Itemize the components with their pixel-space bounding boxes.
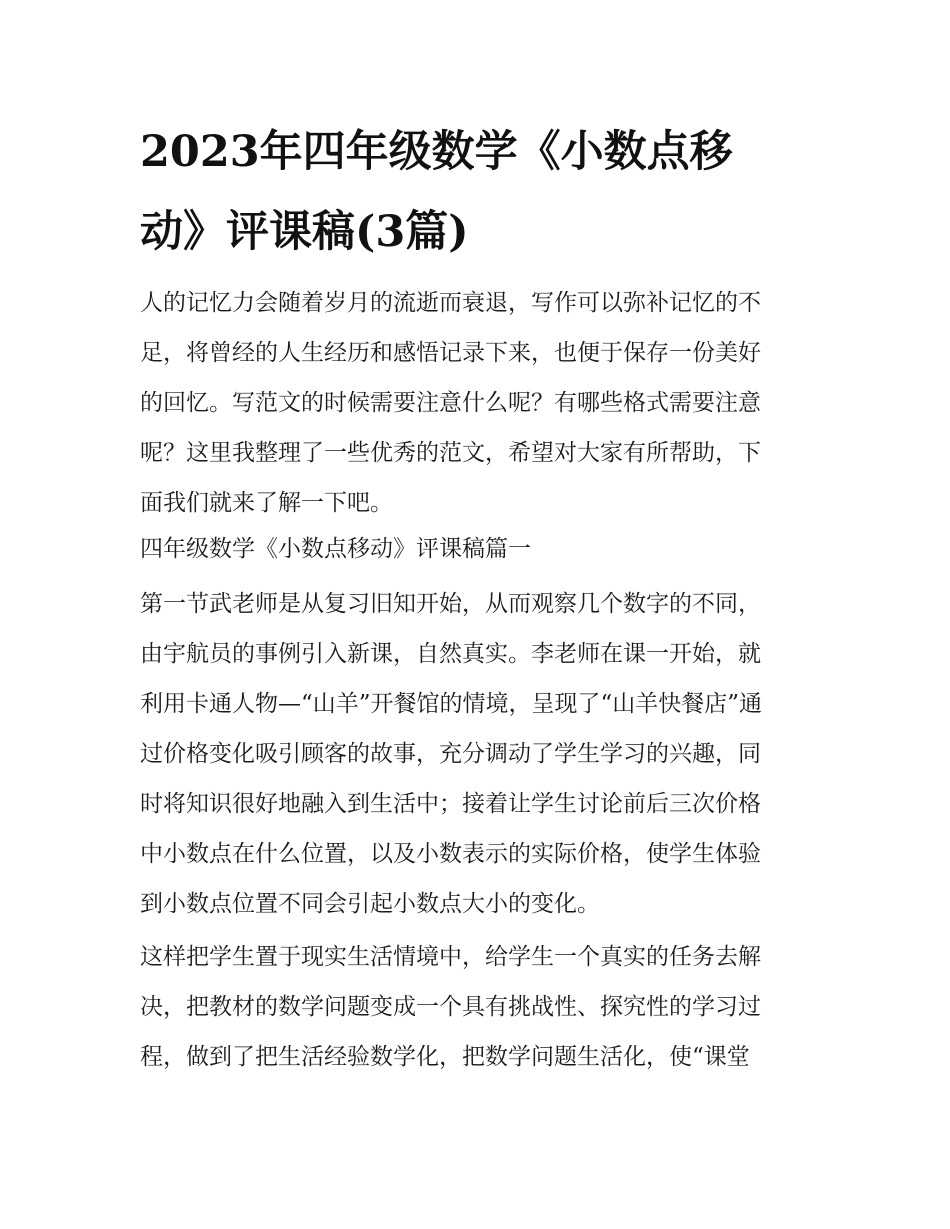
- title-line: 动》评课稿(3篇): [140, 207, 469, 257]
- text-line: 决，把教材的数学问题变成一个具有挑战性、探究性的学习过: [140, 994, 761, 1020]
- text-line: 人的记忆力会随着岁月的流逝而衰退，写作可以弥补记忆的不: [140, 290, 761, 316]
- text-line: 中小数点在什么位置，以及小数表示的实际价格，使学生体验: [140, 841, 761, 867]
- text-line: 由宇航员的事例引入新课，自然真实。李老师在课一开始，就: [140, 641, 761, 667]
- section-heading: [140, 524, 812, 574]
- text-line: 第一节武老师是从复习旧知开始，从而观察几个数字的不同，: [140, 591, 761, 617]
- text-line: 足，将曾经的人生经历和感悟记录下来，也便于保存一份美好: [140, 340, 761, 366]
- text-line: 面我们就来了解一下吧。: [140, 490, 393, 516]
- title-line: 2023年四年级数学《小数点移: [140, 127, 733, 177]
- text-line: 程，做到了把生活经验数学化，把数学问题生活化，使“课堂: [140, 1044, 750, 1070]
- section-heading-text: 四年级数学《小数点移动》评课稿篇一: [140, 536, 531, 562]
- text-line: 的回忆。写范文的时候需要注意什么呢？有哪些格式需要注意: [140, 390, 761, 416]
- text-line: 呢？这里我整理了一些优秀的范文，希望对大家有所帮助，下: [140, 440, 761, 466]
- text-line: 利用卡通人物—“山羊”开餐馆的情境，呈现了“山羊快餐店”通: [140, 691, 763, 717]
- body-paragraph-2: [140, 932, 812, 1082]
- text-line: 时将知识很好地融入到生活中；接着让学生讨论前后三次价格: [140, 791, 761, 817]
- text-line: 过价格变化吸引顾客的故事，充分调动了学生学习的兴趣，同: [140, 741, 761, 767]
- body-paragraph-1: [140, 579, 812, 929]
- document-title: [140, 112, 820, 272]
- text-line: 这样把学生置于现实生活情境中，给学生一个真实的任务去解: [140, 944, 761, 970]
- intro-paragraph: [140, 278, 812, 528]
- text-line: 到小数点位置不同会引起小数点大小的变化。: [140, 891, 600, 917]
